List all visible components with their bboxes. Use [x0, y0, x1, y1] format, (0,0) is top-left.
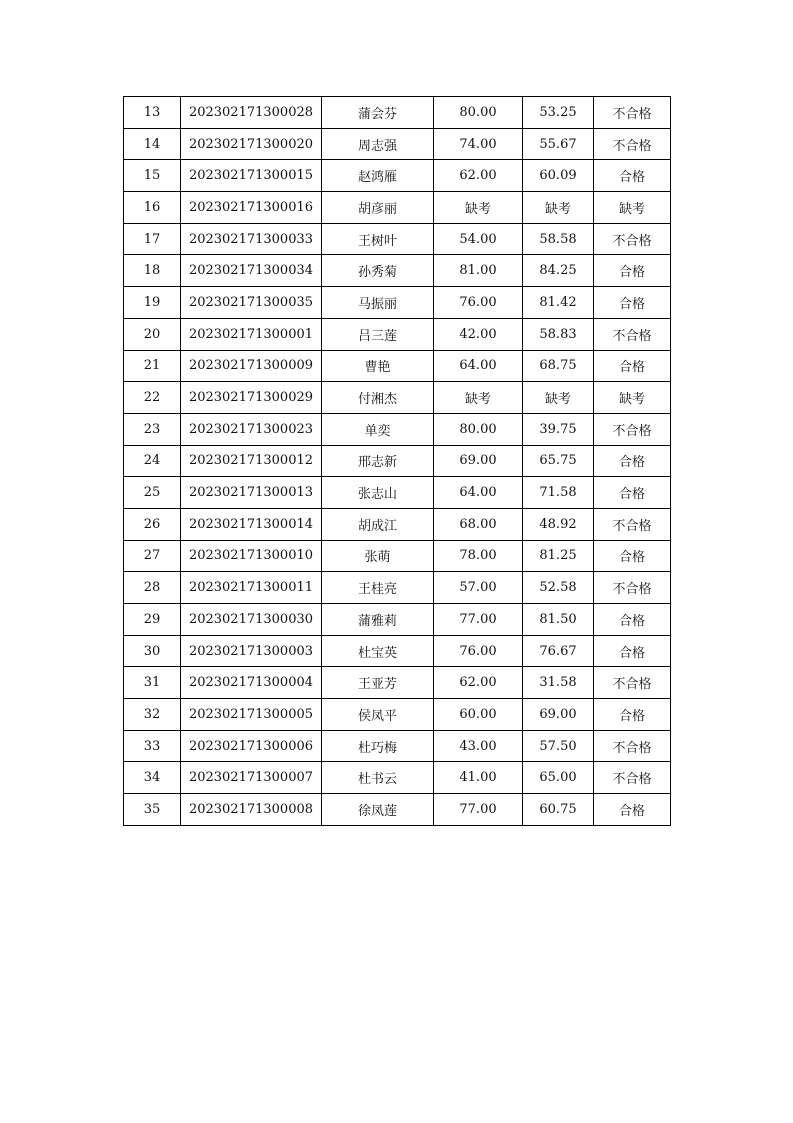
result-cell: 不合格 — [594, 762, 671, 794]
candidate-id-cell: 202302171300034 — [181, 255, 322, 287]
candidate-id-cell: 202302171300020 — [181, 128, 322, 160]
score-2-cell: 52.58 — [523, 572, 594, 604]
row-number-cell: 23 — [124, 413, 181, 445]
row-number-cell: 20 — [124, 318, 181, 350]
row-number-cell: 28 — [124, 572, 181, 604]
row-number-cell: 26 — [124, 508, 181, 540]
result-cell: 不合格 — [594, 413, 671, 445]
score-2-cell: 58.83 — [523, 318, 594, 350]
row-number-cell: 25 — [124, 477, 181, 509]
candidate-name-cell: 杜巧梅 — [322, 730, 434, 762]
candidate-id-cell: 202302171300028 — [181, 97, 322, 129]
table-row — [124, 287, 671, 319]
score-1-cell: 54.00 — [434, 223, 523, 255]
candidate-name-cell: 赵鸿雁 — [322, 160, 434, 192]
candidate-name-cell: 吕三莲 — [322, 318, 434, 350]
row-number-cell: 32 — [124, 699, 181, 731]
score-2-cell: 65.75 — [523, 445, 594, 477]
candidate-name-cell: 曹艳 — [322, 350, 434, 382]
score-1-cell: 57.00 — [434, 572, 523, 604]
score-2-cell: 84.25 — [523, 255, 594, 287]
score-1-cell: 64.00 — [434, 477, 523, 509]
candidate-id-cell: 202302171300008 — [181, 794, 322, 826]
table-row — [124, 699, 671, 731]
candidate-name-cell: 孙秀菊 — [322, 255, 434, 287]
score-1-cell: 缺考 — [434, 192, 523, 224]
row-number-cell: 22 — [124, 382, 181, 414]
row-number-cell: 29 — [124, 604, 181, 636]
candidate-id-cell: 202302171300005 — [181, 699, 322, 731]
table-row — [124, 762, 671, 794]
score-1-cell: 43.00 — [434, 730, 523, 762]
score-1-cell: 74.00 — [434, 128, 523, 160]
score-2-cell: 58.58 — [523, 223, 594, 255]
table-row — [124, 255, 671, 287]
result-cell: 不合格 — [594, 318, 671, 350]
row-number-cell: 21 — [124, 350, 181, 382]
row-number-cell: 30 — [124, 635, 181, 667]
result-cell: 合格 — [594, 635, 671, 667]
score-1-cell: 缺考 — [434, 382, 523, 414]
score-2-cell: 65.00 — [523, 762, 594, 794]
row-number-cell: 17 — [124, 223, 181, 255]
score-1-cell: 60.00 — [434, 699, 523, 731]
result-cell: 不合格 — [594, 508, 671, 540]
row-number-cell: 15 — [124, 160, 181, 192]
candidate-id-cell: 202302171300003 — [181, 635, 322, 667]
candidate-name-cell: 马振丽 — [322, 287, 434, 319]
candidate-name-cell: 蒲会芬 — [322, 97, 434, 129]
candidate-id-cell: 202302171300010 — [181, 540, 322, 572]
row-number-cell: 24 — [124, 445, 181, 477]
row-number-cell: 19 — [124, 287, 181, 319]
score-1-cell: 68.00 — [434, 508, 523, 540]
table-row — [124, 445, 671, 477]
candidate-name-cell: 徐凤莲 — [322, 794, 434, 826]
score-2-cell: 76.67 — [523, 635, 594, 667]
candidate-id-cell: 202302171300016 — [181, 192, 322, 224]
candidate-name-cell: 张萌 — [322, 540, 434, 572]
candidate-name-cell: 侯凤平 — [322, 699, 434, 731]
results-table — [123, 96, 671, 826]
candidate-id-cell: 202302171300013 — [181, 477, 322, 509]
table-row — [124, 350, 671, 382]
table-row — [124, 223, 671, 255]
score-1-cell: 69.00 — [434, 445, 523, 477]
score-2-cell: 39.75 — [523, 413, 594, 445]
result-cell: 不合格 — [594, 572, 671, 604]
score-2-cell: 缺考 — [523, 192, 594, 224]
candidate-name-cell: 胡彦丽 — [322, 192, 434, 224]
result-cell: 合格 — [594, 160, 671, 192]
score-2-cell: 81.25 — [523, 540, 594, 572]
candidate-id-cell: 202302171300030 — [181, 604, 322, 636]
score-2-cell: 57.50 — [523, 730, 594, 762]
candidate-id-cell: 202302171300033 — [181, 223, 322, 255]
score-2-cell: 69.00 — [523, 699, 594, 731]
row-number-cell: 31 — [124, 667, 181, 699]
candidate-id-cell: 202302171300015 — [181, 160, 322, 192]
score-1-cell: 80.00 — [434, 413, 523, 445]
score-2-cell: 55.67 — [523, 128, 594, 160]
table-row — [124, 508, 671, 540]
score-1-cell: 41.00 — [434, 762, 523, 794]
score-2-cell: 81.42 — [523, 287, 594, 319]
result-cell: 合格 — [594, 287, 671, 319]
row-number-cell: 18 — [124, 255, 181, 287]
candidate-name-cell: 杜宝英 — [322, 635, 434, 667]
table-row — [124, 160, 671, 192]
candidate-id-cell: 202302171300001 — [181, 318, 322, 350]
score-2-cell: 60.75 — [523, 794, 594, 826]
candidate-name-cell: 付湘杰 — [322, 382, 434, 414]
result-cell: 不合格 — [594, 223, 671, 255]
candidate-id-cell: 202302171300014 — [181, 508, 322, 540]
candidate-id-cell: 202302171300035 — [181, 287, 322, 319]
score-2-cell: 53.25 — [523, 97, 594, 129]
result-cell: 合格 — [594, 699, 671, 731]
candidate-name-cell: 周志强 — [322, 128, 434, 160]
candidate-name-cell: 王桂亮 — [322, 572, 434, 604]
table-row — [124, 97, 671, 129]
table-row — [124, 572, 671, 604]
table-row — [124, 635, 671, 667]
score-1-cell: 64.00 — [434, 350, 523, 382]
result-cell: 缺考 — [594, 192, 671, 224]
row-number-cell: 27 — [124, 540, 181, 572]
score-1-cell: 77.00 — [434, 794, 523, 826]
candidate-name-cell: 胡成江 — [322, 508, 434, 540]
score-2-cell: 68.75 — [523, 350, 594, 382]
score-1-cell: 80.00 — [434, 97, 523, 129]
table-row — [124, 318, 671, 350]
result-cell: 不合格 — [594, 730, 671, 762]
candidate-id-cell: 202302171300004 — [181, 667, 322, 699]
score-2-cell: 31.58 — [523, 667, 594, 699]
result-cell: 缺考 — [594, 382, 671, 414]
result-cell: 合格 — [594, 540, 671, 572]
table-row — [124, 794, 671, 826]
result-cell: 合格 — [594, 255, 671, 287]
candidate-name-cell: 单奕 — [322, 413, 434, 445]
score-1-cell: 42.00 — [434, 318, 523, 350]
row-number-cell: 35 — [124, 794, 181, 826]
candidate-id-cell: 202302171300006 — [181, 730, 322, 762]
result-cell: 合格 — [594, 477, 671, 509]
result-cell: 合格 — [594, 794, 671, 826]
candidate-id-cell: 202302171300009 — [181, 350, 322, 382]
candidate-name-cell: 杜书云 — [322, 762, 434, 794]
table-row — [124, 382, 671, 414]
result-cell: 合格 — [594, 604, 671, 636]
row-number-cell: 16 — [124, 192, 181, 224]
result-cell: 不合格 — [594, 97, 671, 129]
score-1-cell: 77.00 — [434, 604, 523, 636]
score-2-cell: 缺考 — [523, 382, 594, 414]
table-row — [124, 540, 671, 572]
result-cell: 合格 — [594, 445, 671, 477]
table-row — [124, 192, 671, 224]
candidate-name-cell: 蒲雅莉 — [322, 604, 434, 636]
candidate-id-cell: 202302171300011 — [181, 572, 322, 604]
score-1-cell: 62.00 — [434, 160, 523, 192]
table-body — [124, 97, 671, 826]
candidate-name-cell: 王树叶 — [322, 223, 434, 255]
candidate-id-cell: 202302171300012 — [181, 445, 322, 477]
result-cell: 合格 — [594, 350, 671, 382]
score-2-cell: 71.58 — [523, 477, 594, 509]
score-1-cell: 78.00 — [434, 540, 523, 572]
score-2-cell: 48.92 — [523, 508, 594, 540]
table-row — [124, 413, 671, 445]
score-1-cell: 62.00 — [434, 667, 523, 699]
table-row — [124, 604, 671, 636]
table-row — [124, 128, 671, 160]
score-1-cell: 81.00 — [434, 255, 523, 287]
candidate-name-cell: 张志山 — [322, 477, 434, 509]
candidate-name-cell: 邢志新 — [322, 445, 434, 477]
result-cell: 不合格 — [594, 667, 671, 699]
table-row — [124, 667, 671, 699]
score-2-cell: 60.09 — [523, 160, 594, 192]
table-row — [124, 477, 671, 509]
candidate-name-cell: 王亚芳 — [322, 667, 434, 699]
candidate-id-cell: 202302171300023 — [181, 413, 322, 445]
candidate-id-cell: 202302171300029 — [181, 382, 322, 414]
result-cell: 不合格 — [594, 128, 671, 160]
row-number-cell: 34 — [124, 762, 181, 794]
score-1-cell: 76.00 — [434, 287, 523, 319]
table-row — [124, 730, 671, 762]
row-number-cell: 14 — [124, 128, 181, 160]
row-number-cell: 33 — [124, 730, 181, 762]
row-number-cell: 13 — [124, 97, 181, 129]
score-1-cell: 76.00 — [434, 635, 523, 667]
candidate-id-cell: 202302171300007 — [181, 762, 322, 794]
score-2-cell: 81.50 — [523, 604, 594, 636]
